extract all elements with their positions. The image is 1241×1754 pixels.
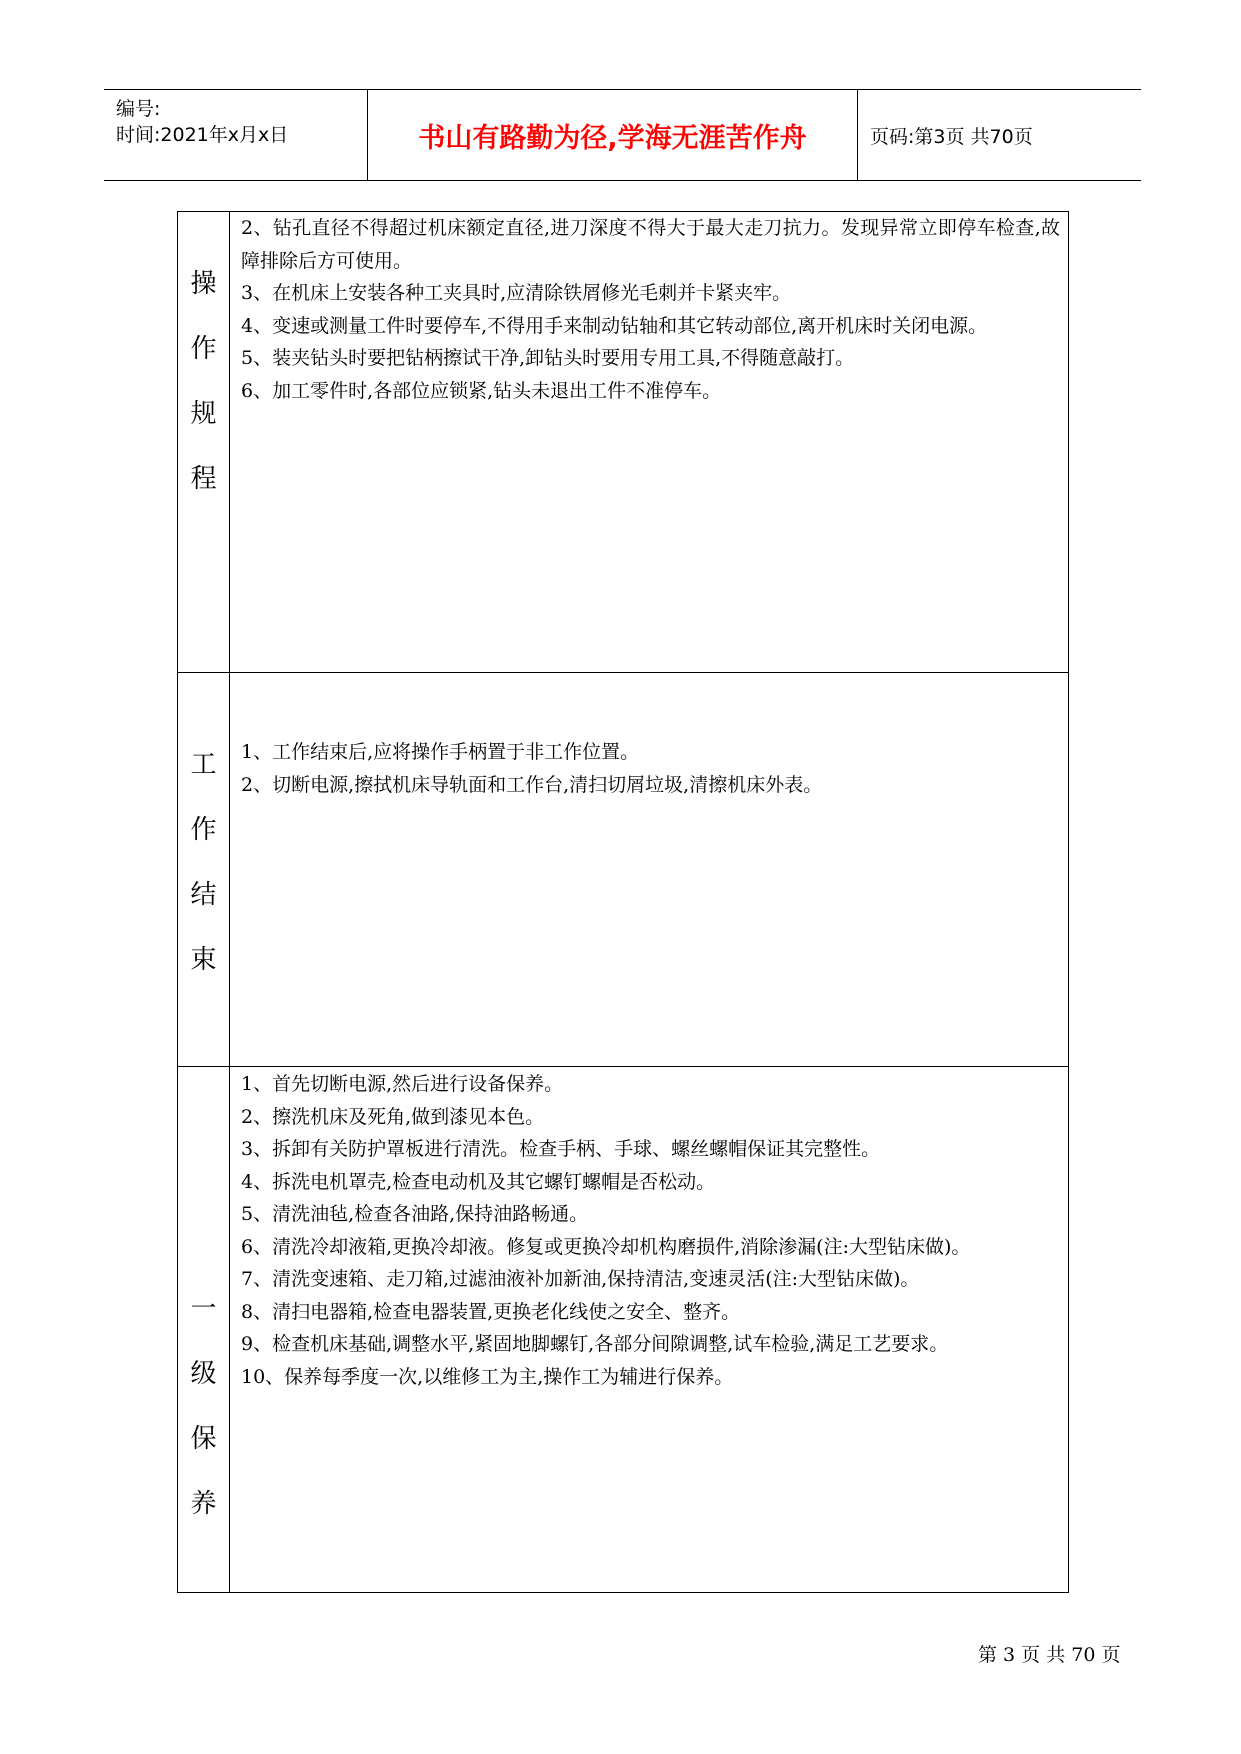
section-label-char: 一	[190, 1294, 217, 1324]
page-indicator: 页码:第3页 共70页	[870, 125, 1033, 148]
list-item: 2、切断电源,擦拭机床导轨面和工作台,清扫切屑垃圾,清擦机床外表。	[241, 773, 823, 796]
section-label-chars	[190, 733, 216, 993]
table-row-work-end	[178, 673, 1068, 1067]
page-footer: 第 3 页 共 70 页	[978, 1644, 1121, 1666]
page-header	[104, 89, 1141, 181]
list-item: 9、检查机床基础,调整水平,紧固地脚螺钉,各部分间隙调整,试车检验,满足工艺要求。	[241, 1333, 949, 1355]
table-row-first-level-maintenance	[178, 1067, 1068, 1592]
list-item: 8、清扫电器箱,检查电器装置,更换老化线使之安全、整齐。	[241, 1300, 741, 1323]
section-content	[230, 1067, 1068, 1592]
section-label-char: 级	[190, 1359, 217, 1389]
list-item: 4、变速或测量工件时要停车,不得用手来制动钻轴和其它转动部位,离开机床时关闭电源。	[241, 314, 988, 337]
section-label-char: 程	[190, 464, 217, 494]
list-item: 4、拆洗电机罩壳,检查电动机及其它螺钉螺帽是否松动。	[241, 1170, 716, 1193]
motto: 书山有路勤为径,学海无涯苦作舟	[368, 90, 858, 180]
section-label-char: 规	[190, 399, 217, 429]
list-item: 6、加工零件时,各部位应锁紧,钻头未退出工件不准停车。	[241, 379, 722, 402]
list-item: 2、擦洗机床及死角,做到漆见本色。	[241, 1105, 545, 1128]
section-label-chars	[190, 1277, 216, 1537]
section-label-char: 操	[190, 269, 217, 299]
list-item: 3、拆卸有关防护罩板进行清洗。检查手柄、手球、螺丝螺帽保证其完整性。	[241, 1138, 881, 1160]
time-label: 时间:2021年x月x日	[116, 124, 289, 146]
section-label	[178, 673, 230, 1066]
list-item: 10、保养每季度一次,以维修工为主,操作工为辅进行保养。	[241, 1365, 734, 1388]
list-item: 6、清洗冷却液箱,更换冷却液。修复或更换冷却机构磨损件,消除渗漏(注:大型钻床做)。	[241, 1235, 971, 1258]
section-content	[230, 673, 1068, 1066]
section-label-char: 束	[190, 945, 217, 975]
list-item: 1、首先切断电源,然后进行设备保养。	[241, 1073, 564, 1095]
procedure-table	[177, 211, 1069, 1593]
list-item: 2、钻孔直径不得超过机床额定直径,进刀深度不得大于最大走刀抗力。发现异常立即停车检查,故障排除后方可使用。	[241, 217, 1060, 272]
section-label-char: 作	[190, 815, 217, 845]
table-row-operating-procedure	[178, 212, 1068, 673]
section-content	[230, 212, 1068, 672]
section-label	[178, 1067, 230, 1592]
list-item: 3、在机床上安装各种工夹具时,应清除铁屑修光毛刺并卡紧夹牢。	[241, 282, 792, 304]
section-label-char: 工	[190, 750, 217, 780]
section-label-char: 养	[190, 1489, 217, 1519]
number-label: 编号:	[116, 98, 161, 120]
list-item: 5、清洗油毡,检查各油路,保持油路畅通。	[241, 1203, 589, 1225]
list-item: 7、清洗变速箱、走刀箱,过滤油液补加新油,保持清洁,变速灵活(注:大型钻床做)。	[241, 1268, 920, 1290]
header-info-cell	[104, 90, 368, 180]
section-label-char: 作	[190, 334, 217, 364]
section-label-chars	[190, 252, 216, 512]
section-label-char: 结	[190, 880, 217, 910]
list-item: 5、装夹钻头时要把钻柄擦试干净,卸钻头时要用专用工具,不得随意敲打。	[241, 347, 855, 369]
section-label-char: 保	[190, 1424, 217, 1454]
section-label	[178, 212, 230, 672]
list-item: 1、工作结束后,应将操作手柄置于非工作位置。	[241, 741, 640, 763]
